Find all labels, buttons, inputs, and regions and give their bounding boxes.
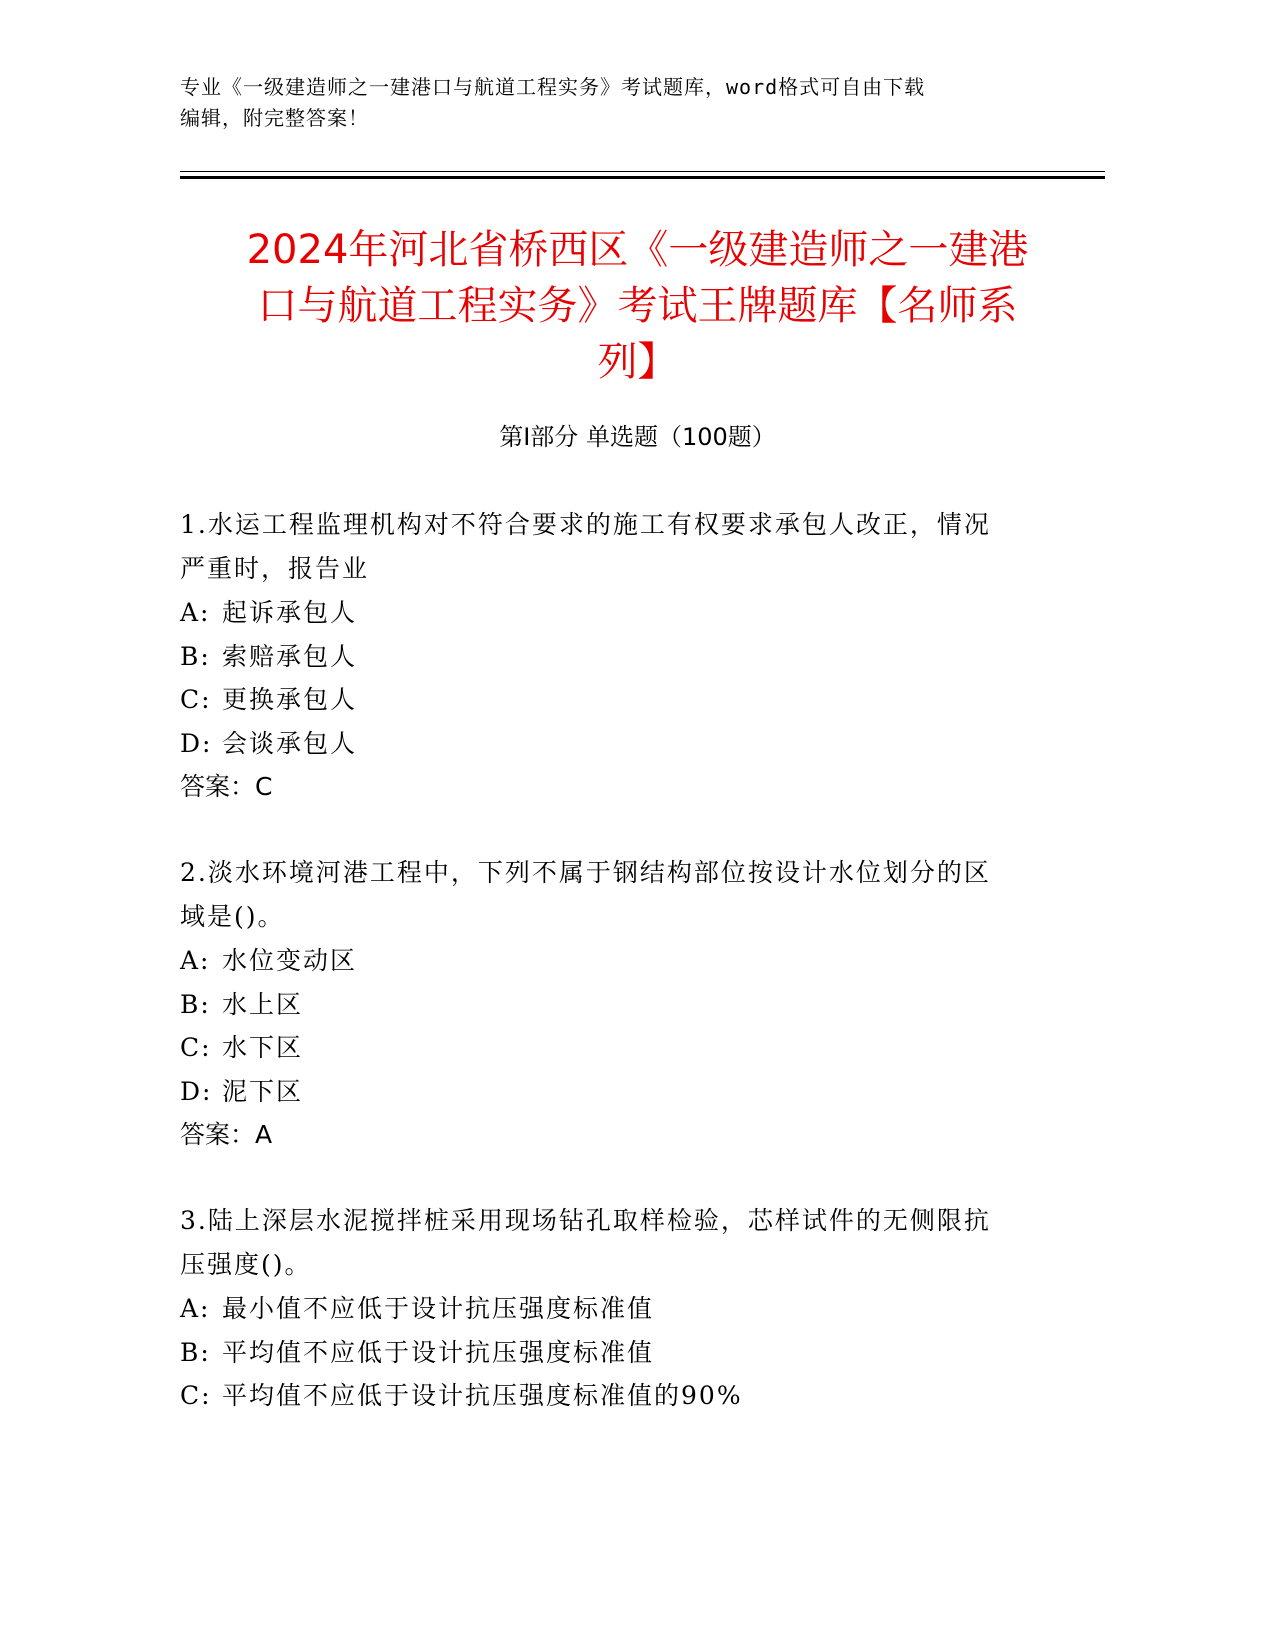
question-stem-line: 压强度()。	[180, 1250, 312, 1279]
question-stem-line: 3.陆上深层水泥搅拌桩采用现场钻孔取样检验，芯样试件的无侧限抗	[180, 1206, 991, 1235]
option-c	[180, 678, 1080, 722]
header-rule-thin	[180, 171, 1105, 172]
title-line-1: 2024年河北省桥西区《一级建造师之一建港	[246, 227, 1029, 273]
option-d	[180, 1070, 1080, 1114]
question-stem-line: 域是()。	[180, 902, 285, 931]
answer-line: 答案：A	[180, 1120, 273, 1149]
option-key: C:	[180, 685, 212, 714]
option-text: 最小值不应低于设计抗压强度标准值	[222, 1294, 655, 1323]
question-3	[180, 1199, 1080, 1418]
question-stem-line: 严重时，报告业	[180, 554, 370, 583]
option-text: 平均值不应低于设计抗压强度标准值的90%	[222, 1381, 743, 1410]
option-text: 泥下区	[222, 1076, 304, 1106]
option-b	[180, 1331, 1080, 1375]
option-text: 水位变动区	[222, 946, 358, 975]
header-note-line-1: 专业《一级建造师之一建港口与航道工程实务》考试题库，word格式可自由下载	[180, 75, 926, 99]
option-key: C:	[180, 1033, 212, 1062]
document-title	[150, 222, 1125, 390]
option-key: D:	[180, 728, 213, 758]
header-note-line-2: 编辑，附完整答案！	[180, 106, 369, 130]
title-line-3: 列】	[597, 339, 678, 385]
option-d	[180, 722, 1080, 766]
option-text: 起诉承包人	[222, 598, 358, 627]
option-b	[180, 635, 1080, 679]
option-key: A:	[180, 1294, 211, 1323]
option-c	[180, 1374, 1080, 1418]
question-stem-line: 2.淡水环境河港工程中，下列不属于钢结构部位按设计水位划分的区	[180, 858, 991, 887]
option-key: A:	[180, 946, 211, 975]
option-a	[180, 591, 1080, 635]
option-text: 平均值不应低于设计抗压强度标准值	[222, 1337, 655, 1367]
option-a	[180, 939, 1080, 983]
option-text: 会谈承包人	[222, 728, 358, 758]
option-text: 更换承包人	[222, 685, 358, 714]
answer-line: 答案：C	[180, 772, 273, 801]
question-stem-line: 1.水运工程监理机构对不符合要求的施工有权要求承包人改正，情况	[180, 510, 991, 539]
question-1	[180, 503, 1080, 809]
header-note	[180, 72, 1040, 134]
option-a	[180, 1287, 1080, 1331]
section-heading: 第Ⅰ部分 单选题（100题）	[499, 423, 776, 451]
option-key: B:	[180, 989, 211, 1019]
option-key: B:	[180, 641, 211, 671]
option-c	[180, 1026, 1080, 1070]
option-b	[180, 983, 1080, 1027]
option-key: D:	[180, 1076, 213, 1106]
option-key: B:	[180, 1337, 211, 1367]
option-key: A:	[180, 598, 211, 627]
question-2	[180, 851, 1080, 1157]
option-text: 水下区	[222, 1033, 304, 1062]
header-rule-thick	[180, 176, 1105, 179]
title-line-2: 口与航道工程实务》考试王牌题库【名师系	[257, 283, 1018, 329]
option-text: 索赔承包人	[222, 641, 358, 671]
option-key: C:	[180, 1381, 212, 1410]
option-text: 水上区	[222, 989, 304, 1019]
